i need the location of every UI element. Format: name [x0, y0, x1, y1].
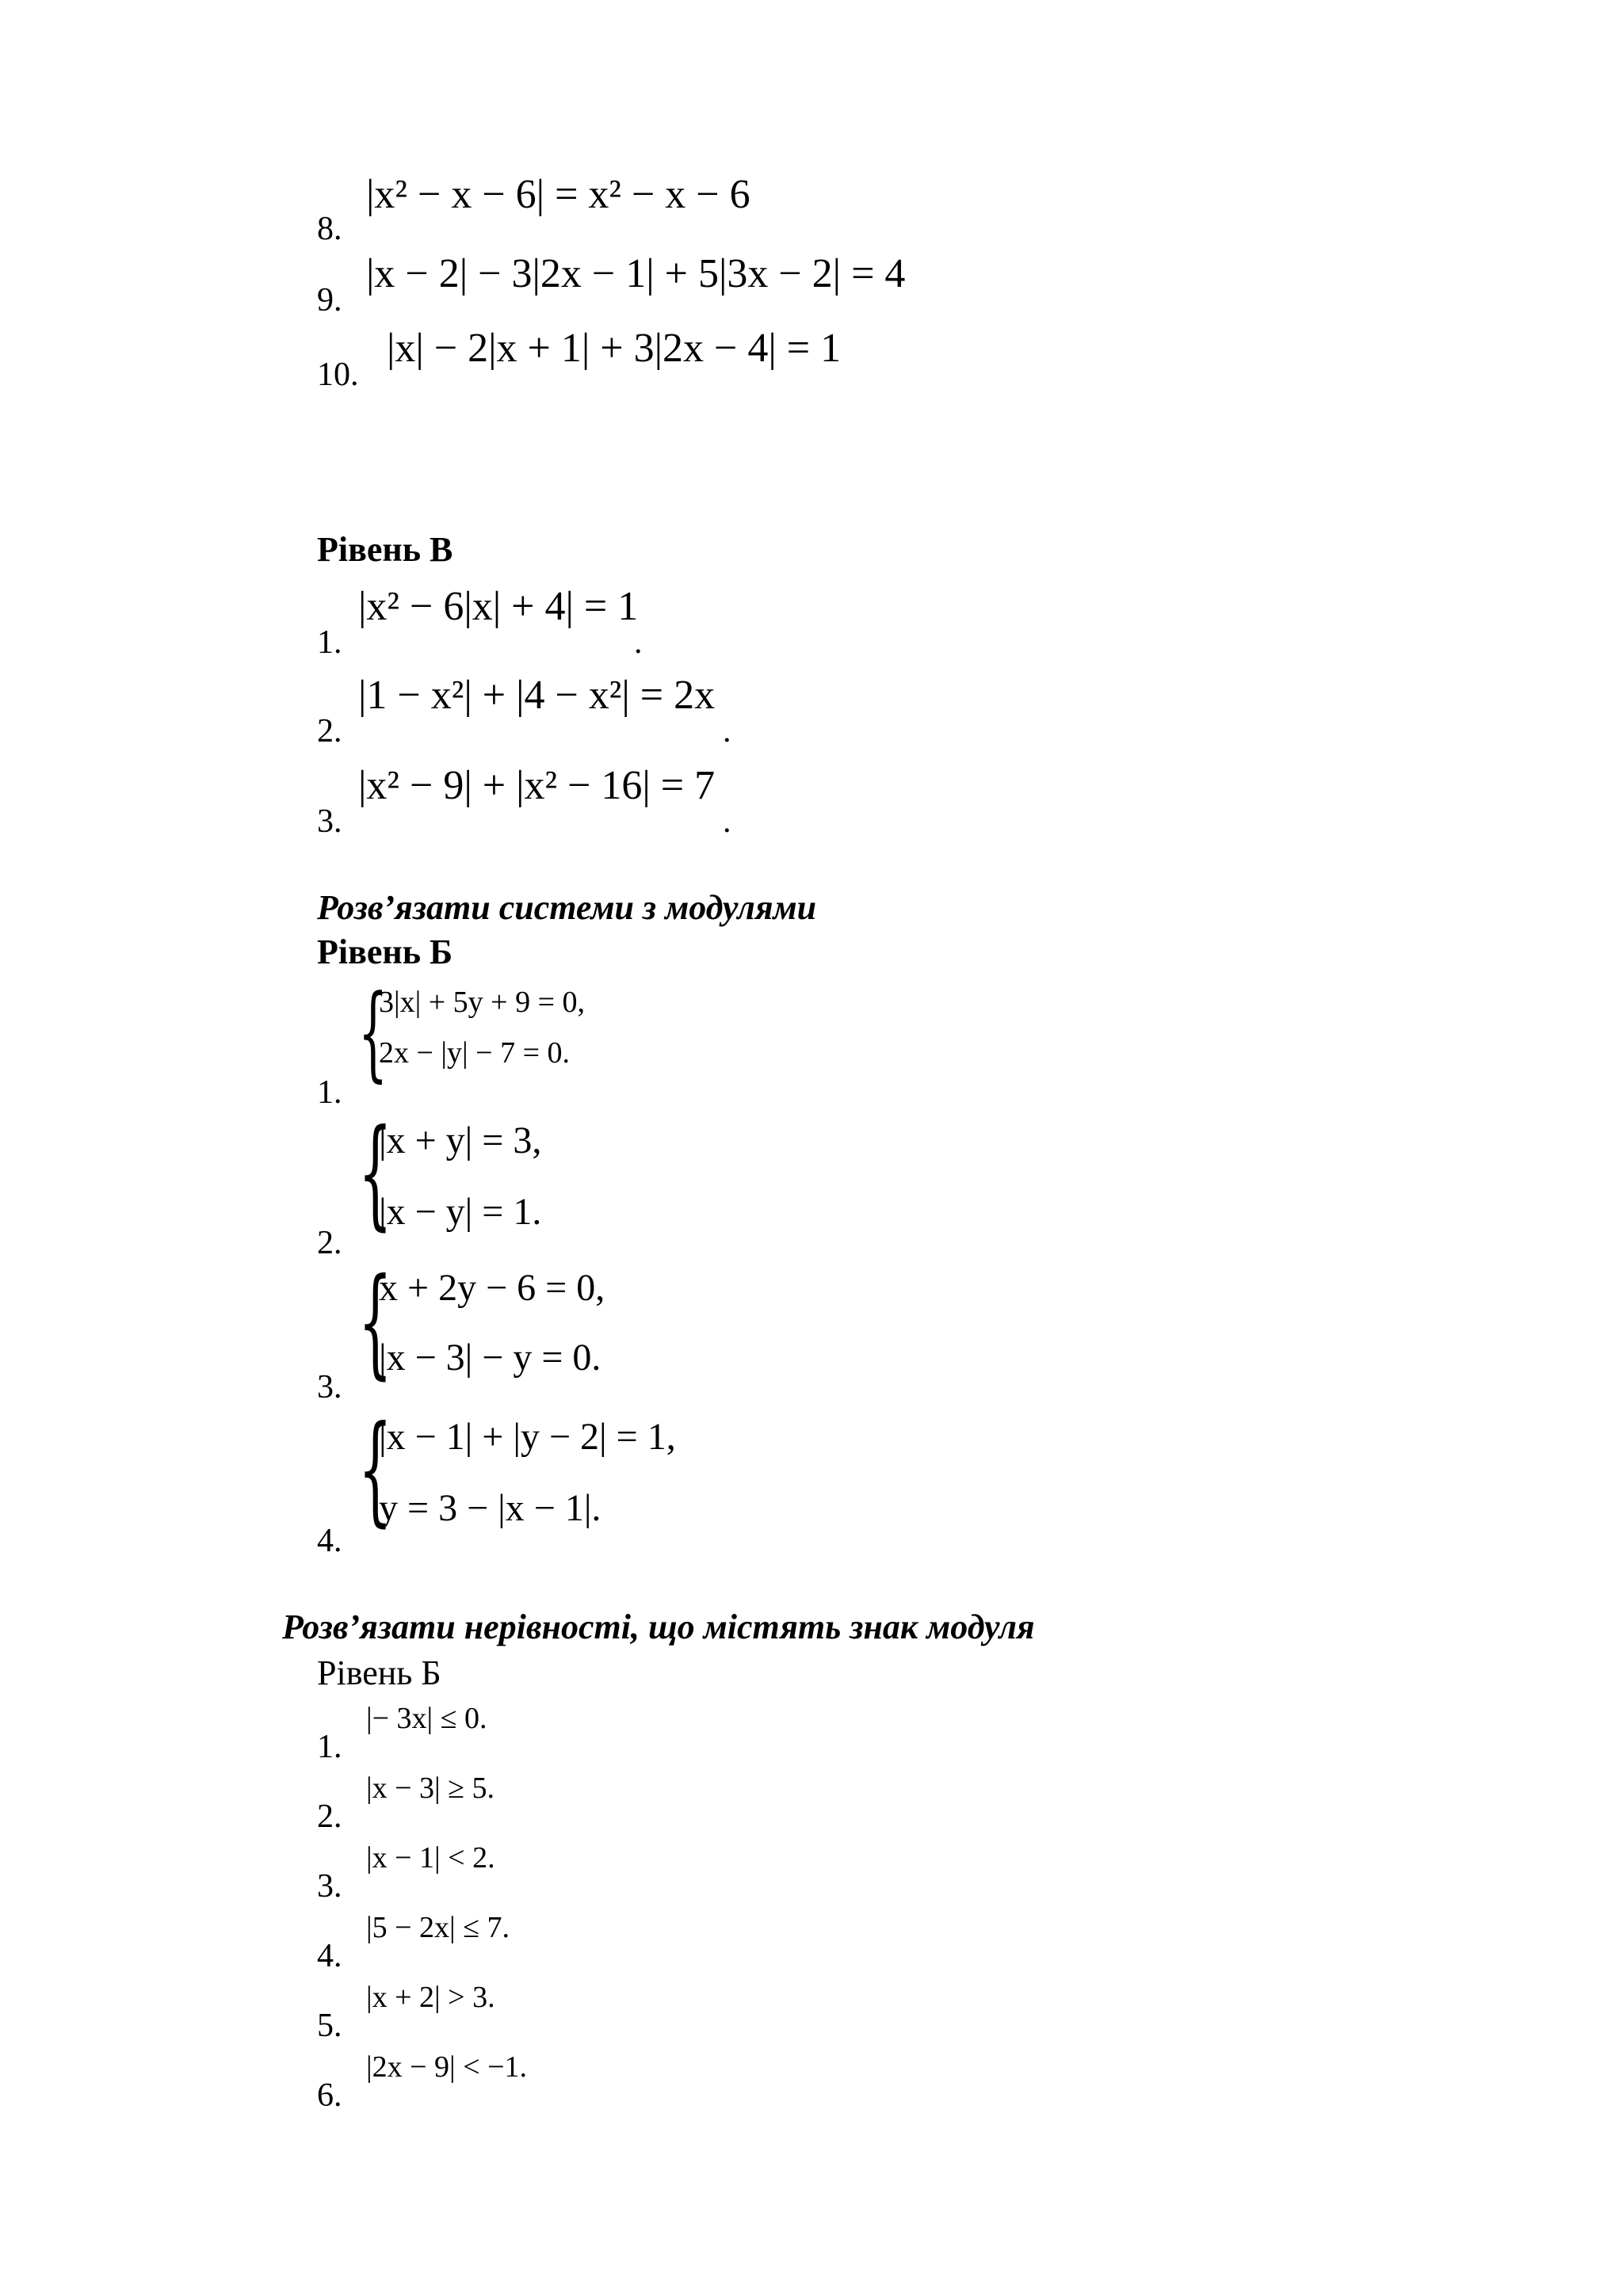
item-number: 2.: [317, 1798, 342, 1835]
equation-system: [358, 1253, 691, 1398]
system-line: |x − 3| − y = 0.: [379, 1337, 601, 1379]
equation: |x − 2| − 3|2x − 1| + 5|3x − 2| = 4: [366, 251, 906, 296]
equation-system: [358, 1104, 691, 1249]
system-line: |x + y| = 3,: [379, 1119, 542, 1161]
system-line: 2x − |y| − 7 = 0.: [379, 1036, 571, 1070]
system-line: |x − y| = 1.: [379, 1191, 542, 1233]
equation-system: [358, 972, 691, 1093]
brace-icon: {: [358, 1104, 392, 1242]
inequality: |2x − 9| < −1.: [366, 2050, 528, 2084]
item-number: 10.: [317, 357, 359, 393]
inequality: |x − 1| < 2.: [366, 1841, 495, 1875]
item-number: 8.: [317, 211, 342, 247]
item-number: 3.: [317, 1868, 342, 1905]
item-number: 2.: [317, 1225, 342, 1261]
level-heading: Рівень Б: [317, 933, 453, 971]
equation: |1 − x²| + |4 − x²| = 2x: [358, 673, 716, 718]
item-number: 6.: [317, 2077, 342, 2114]
level-heading: Рівень В: [317, 530, 453, 569]
brace-icon: {: [358, 1253, 392, 1391]
system-line: x + 2y − 6 = 0,: [379, 1267, 605, 1309]
trailing-period: .: [723, 803, 731, 840]
item-number: 4.: [317, 1523, 342, 1559]
item-number: 1.: [317, 1074, 342, 1111]
item-number: 9.: [317, 282, 342, 318]
inequality: |− 3x| ≤ 0.: [366, 1702, 487, 1735]
item-number: 1.: [317, 624, 342, 661]
inequality: |x − 3| ≥ 5.: [366, 1772, 495, 1805]
level-heading: Рівень Б: [317, 1653, 441, 1692]
equation: |x² − 9| + |x² − 16| = 7: [358, 763, 716, 808]
section-title: Розв’язати нерівності, що містять знак модуля: [282, 1608, 1035, 1646]
trailing-period: .: [723, 713, 731, 749]
item-number: 2.: [317, 713, 342, 749]
brace-icon: {: [358, 1401, 392, 1539]
brace-icon: {: [358, 972, 388, 1093]
item-number: 1.: [317, 1729, 342, 1765]
inequality: |5 − 2x| ≤ 7.: [366, 1911, 510, 1944]
section-title: Розв’язати системи з модулями: [317, 888, 817, 927]
item-number: 4.: [317, 1938, 342, 1974]
item-number: 3.: [317, 803, 342, 840]
trailing-period: .: [634, 624, 643, 661]
system-line: |x − 1| + |y − 2| = 1,: [379, 1416, 676, 1458]
equation: |x² − x − 6| = x² − x − 6: [366, 172, 750, 217]
equation: |x² − 6|x| + 4| = 1: [358, 584, 639, 629]
item-number: 5.: [317, 2008, 342, 2044]
equation: |x| − 2|x + 1| + 3|2x − 4| = 1: [387, 326, 842, 371]
system-line: y = 3 − |x − 1|.: [379, 1487, 601, 1529]
item-number: 3.: [317, 1369, 342, 1405]
equation-system: [358, 1401, 723, 1545]
system-line: 3|x| + 5y + 9 = 0,: [379, 986, 586, 1019]
inequality: |x + 2| > 3.: [366, 1981, 495, 2014]
